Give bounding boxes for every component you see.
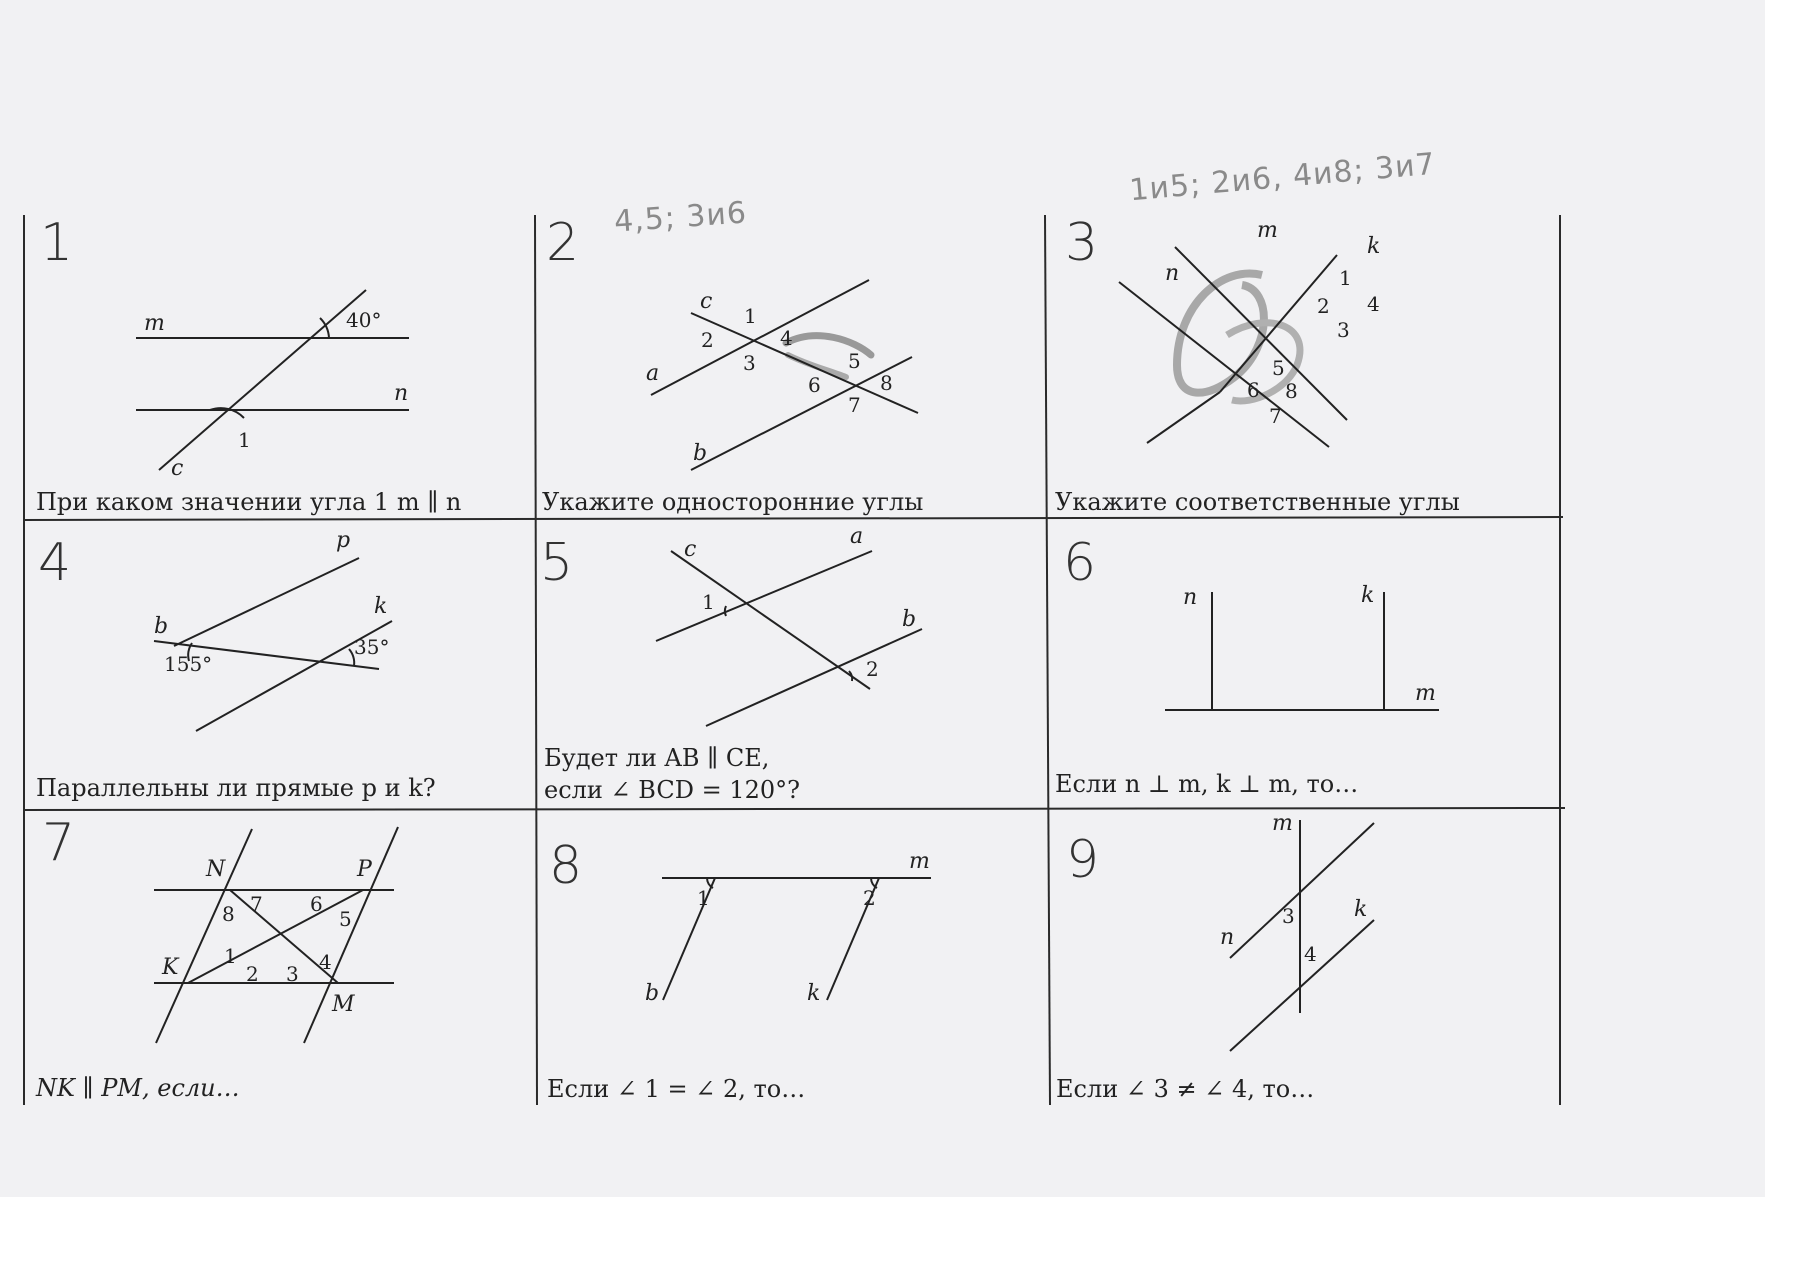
label-m: m xyxy=(144,311,165,336)
card-number: 6 xyxy=(1063,533,1097,593)
diagram-transversal xyxy=(536,215,1047,520)
handwritten-answer: 4,5; 3и6 xyxy=(612,195,749,240)
label-angle-1: 1 xyxy=(702,590,715,614)
card-caption: Укажите соответственные углы xyxy=(1055,488,1460,516)
card-caption: Если ∠ 3 ≠ ∠ 4, то… xyxy=(1056,1075,1315,1103)
angle-label-2: 2 xyxy=(246,962,259,986)
label-b: b xyxy=(154,614,169,639)
label-angle-35: 35° xyxy=(354,635,390,659)
card-caption-line2: если ∠ BCD = 120°? xyxy=(544,776,800,804)
diagram-quadrilateral xyxy=(24,811,537,1105)
card-caption: Параллельны ли прямые p и k? xyxy=(36,774,436,802)
label-b: b xyxy=(645,981,660,1006)
card-8 xyxy=(537,810,1048,1105)
card-4 xyxy=(24,521,535,810)
line-a xyxy=(656,551,872,641)
label-k: k xyxy=(1361,583,1375,608)
diagram-angles-3-4 xyxy=(1050,808,1560,1105)
angle-label-6: 6 xyxy=(1247,378,1260,402)
card-caption: При каком значении угла 1 m ∥ n xyxy=(36,488,462,516)
angle-label-7: 7 xyxy=(1269,404,1282,428)
label-b: b xyxy=(693,441,708,466)
angle-label-8: 8 xyxy=(222,902,235,926)
label-b: b xyxy=(902,607,917,632)
card-number: 3 xyxy=(1065,213,1099,273)
angle-label-7: 7 xyxy=(848,393,861,417)
card-caption: NK ∥ PM, если… xyxy=(36,1074,240,1102)
card-3 xyxy=(1047,146,1560,520)
diagram-parallel-lines xyxy=(24,215,535,520)
diagram-transversal xyxy=(1047,215,1560,520)
label-angle-3: 3 xyxy=(1282,904,1295,928)
label-c: c xyxy=(684,537,697,562)
label-n: n xyxy=(1165,261,1180,286)
card-caption: Если n ⊥ m, k ⊥ m, то… xyxy=(1055,770,1359,798)
label-angle-4: 4 xyxy=(1304,942,1317,966)
card-caption: Укажите односторонние углы xyxy=(542,488,924,516)
label-angle-2: 2 xyxy=(866,657,879,681)
card-caption: Если ∠ 1 = ∠ 2, то… xyxy=(547,1075,806,1103)
angle-label-5: 5 xyxy=(848,349,861,373)
label-K: K xyxy=(162,955,179,980)
angle-label-2: 2 xyxy=(701,328,714,352)
card-number: 1 xyxy=(40,213,74,273)
label-n: n xyxy=(1220,925,1235,950)
label-angle-1: 1 xyxy=(697,886,710,910)
handwritten-answer: 1и5; 2и6, 4и8; 3и7 xyxy=(1128,146,1437,209)
angle-label-7: 7 xyxy=(250,892,263,916)
angle-label-4: 4 xyxy=(319,950,332,974)
card-1 xyxy=(24,215,535,520)
angle-label-1: 1 xyxy=(1339,266,1352,290)
card-number: 9 xyxy=(1066,830,1100,890)
card-number: 4 xyxy=(38,533,72,593)
angle-label-5: 5 xyxy=(1272,356,1285,380)
label-m: m xyxy=(909,849,930,874)
line-c xyxy=(691,313,918,413)
line-NK xyxy=(156,829,252,1043)
line-k-lower xyxy=(1147,392,1220,443)
label-a: a xyxy=(646,361,660,386)
angle-label-8: 8 xyxy=(1285,379,1298,403)
label-k: k xyxy=(374,594,388,619)
label-a: a xyxy=(850,524,864,549)
card-6 xyxy=(1049,519,1560,808)
card-5 xyxy=(536,521,1047,810)
label-k: k xyxy=(1367,234,1381,259)
label-angle-155: 155° xyxy=(164,652,213,676)
label-k: k xyxy=(1354,897,1368,922)
label-n: n xyxy=(394,381,409,406)
label-angle-40: 40° xyxy=(346,308,382,332)
card-number: 8 xyxy=(549,836,583,896)
angle-label-6: 6 xyxy=(310,892,323,916)
diagram-lines-p-k xyxy=(24,521,535,810)
line-b xyxy=(691,357,912,470)
diagram-perpendiculars xyxy=(1049,519,1560,808)
label-m: m xyxy=(1415,681,1436,706)
card-7 xyxy=(24,811,537,1105)
line-c xyxy=(671,551,870,689)
card-number: 7 xyxy=(42,813,76,873)
angle-label-4: 4 xyxy=(1367,292,1380,316)
card-number: 2 xyxy=(546,213,580,273)
diagram-angles-1-2 xyxy=(537,810,1048,1105)
angle-label-3: 3 xyxy=(743,351,756,375)
card-number: 5 xyxy=(540,533,574,593)
label-M: M xyxy=(332,992,355,1017)
angle-label-1: 1 xyxy=(224,944,237,968)
label-angle-2: 2 xyxy=(863,886,876,910)
label-P: P xyxy=(357,857,372,882)
angle-label-8: 8 xyxy=(880,371,893,395)
label-m: m xyxy=(1272,811,1293,836)
label-angle-1: 1 xyxy=(238,428,251,452)
label-n: n xyxy=(1183,585,1198,610)
angle-1-arc xyxy=(725,606,726,616)
line-k xyxy=(1230,920,1374,1051)
angle-label-6: 6 xyxy=(808,373,821,397)
card-caption-line1: Будет ли AB ∥ CE, xyxy=(544,744,770,772)
card-9 xyxy=(1050,808,1560,1105)
label-N: N xyxy=(206,857,226,882)
label-p: p xyxy=(336,528,351,553)
card-2 xyxy=(536,195,1047,520)
angle-label-1: 1 xyxy=(744,304,757,328)
line-b xyxy=(706,629,922,726)
label-c: c xyxy=(700,289,713,314)
line-p xyxy=(174,558,359,646)
angle-label-3: 3 xyxy=(286,962,299,986)
line-n xyxy=(1230,823,1374,958)
label-k: k xyxy=(807,981,821,1006)
angle-label-5: 5 xyxy=(339,907,352,931)
line-c xyxy=(159,290,366,470)
label-m: m xyxy=(1257,218,1278,243)
angle-label-3: 3 xyxy=(1337,318,1350,342)
label-c: c xyxy=(171,456,184,481)
angle-label-4: 4 xyxy=(780,326,793,350)
angle-label-2: 2 xyxy=(1317,294,1330,318)
